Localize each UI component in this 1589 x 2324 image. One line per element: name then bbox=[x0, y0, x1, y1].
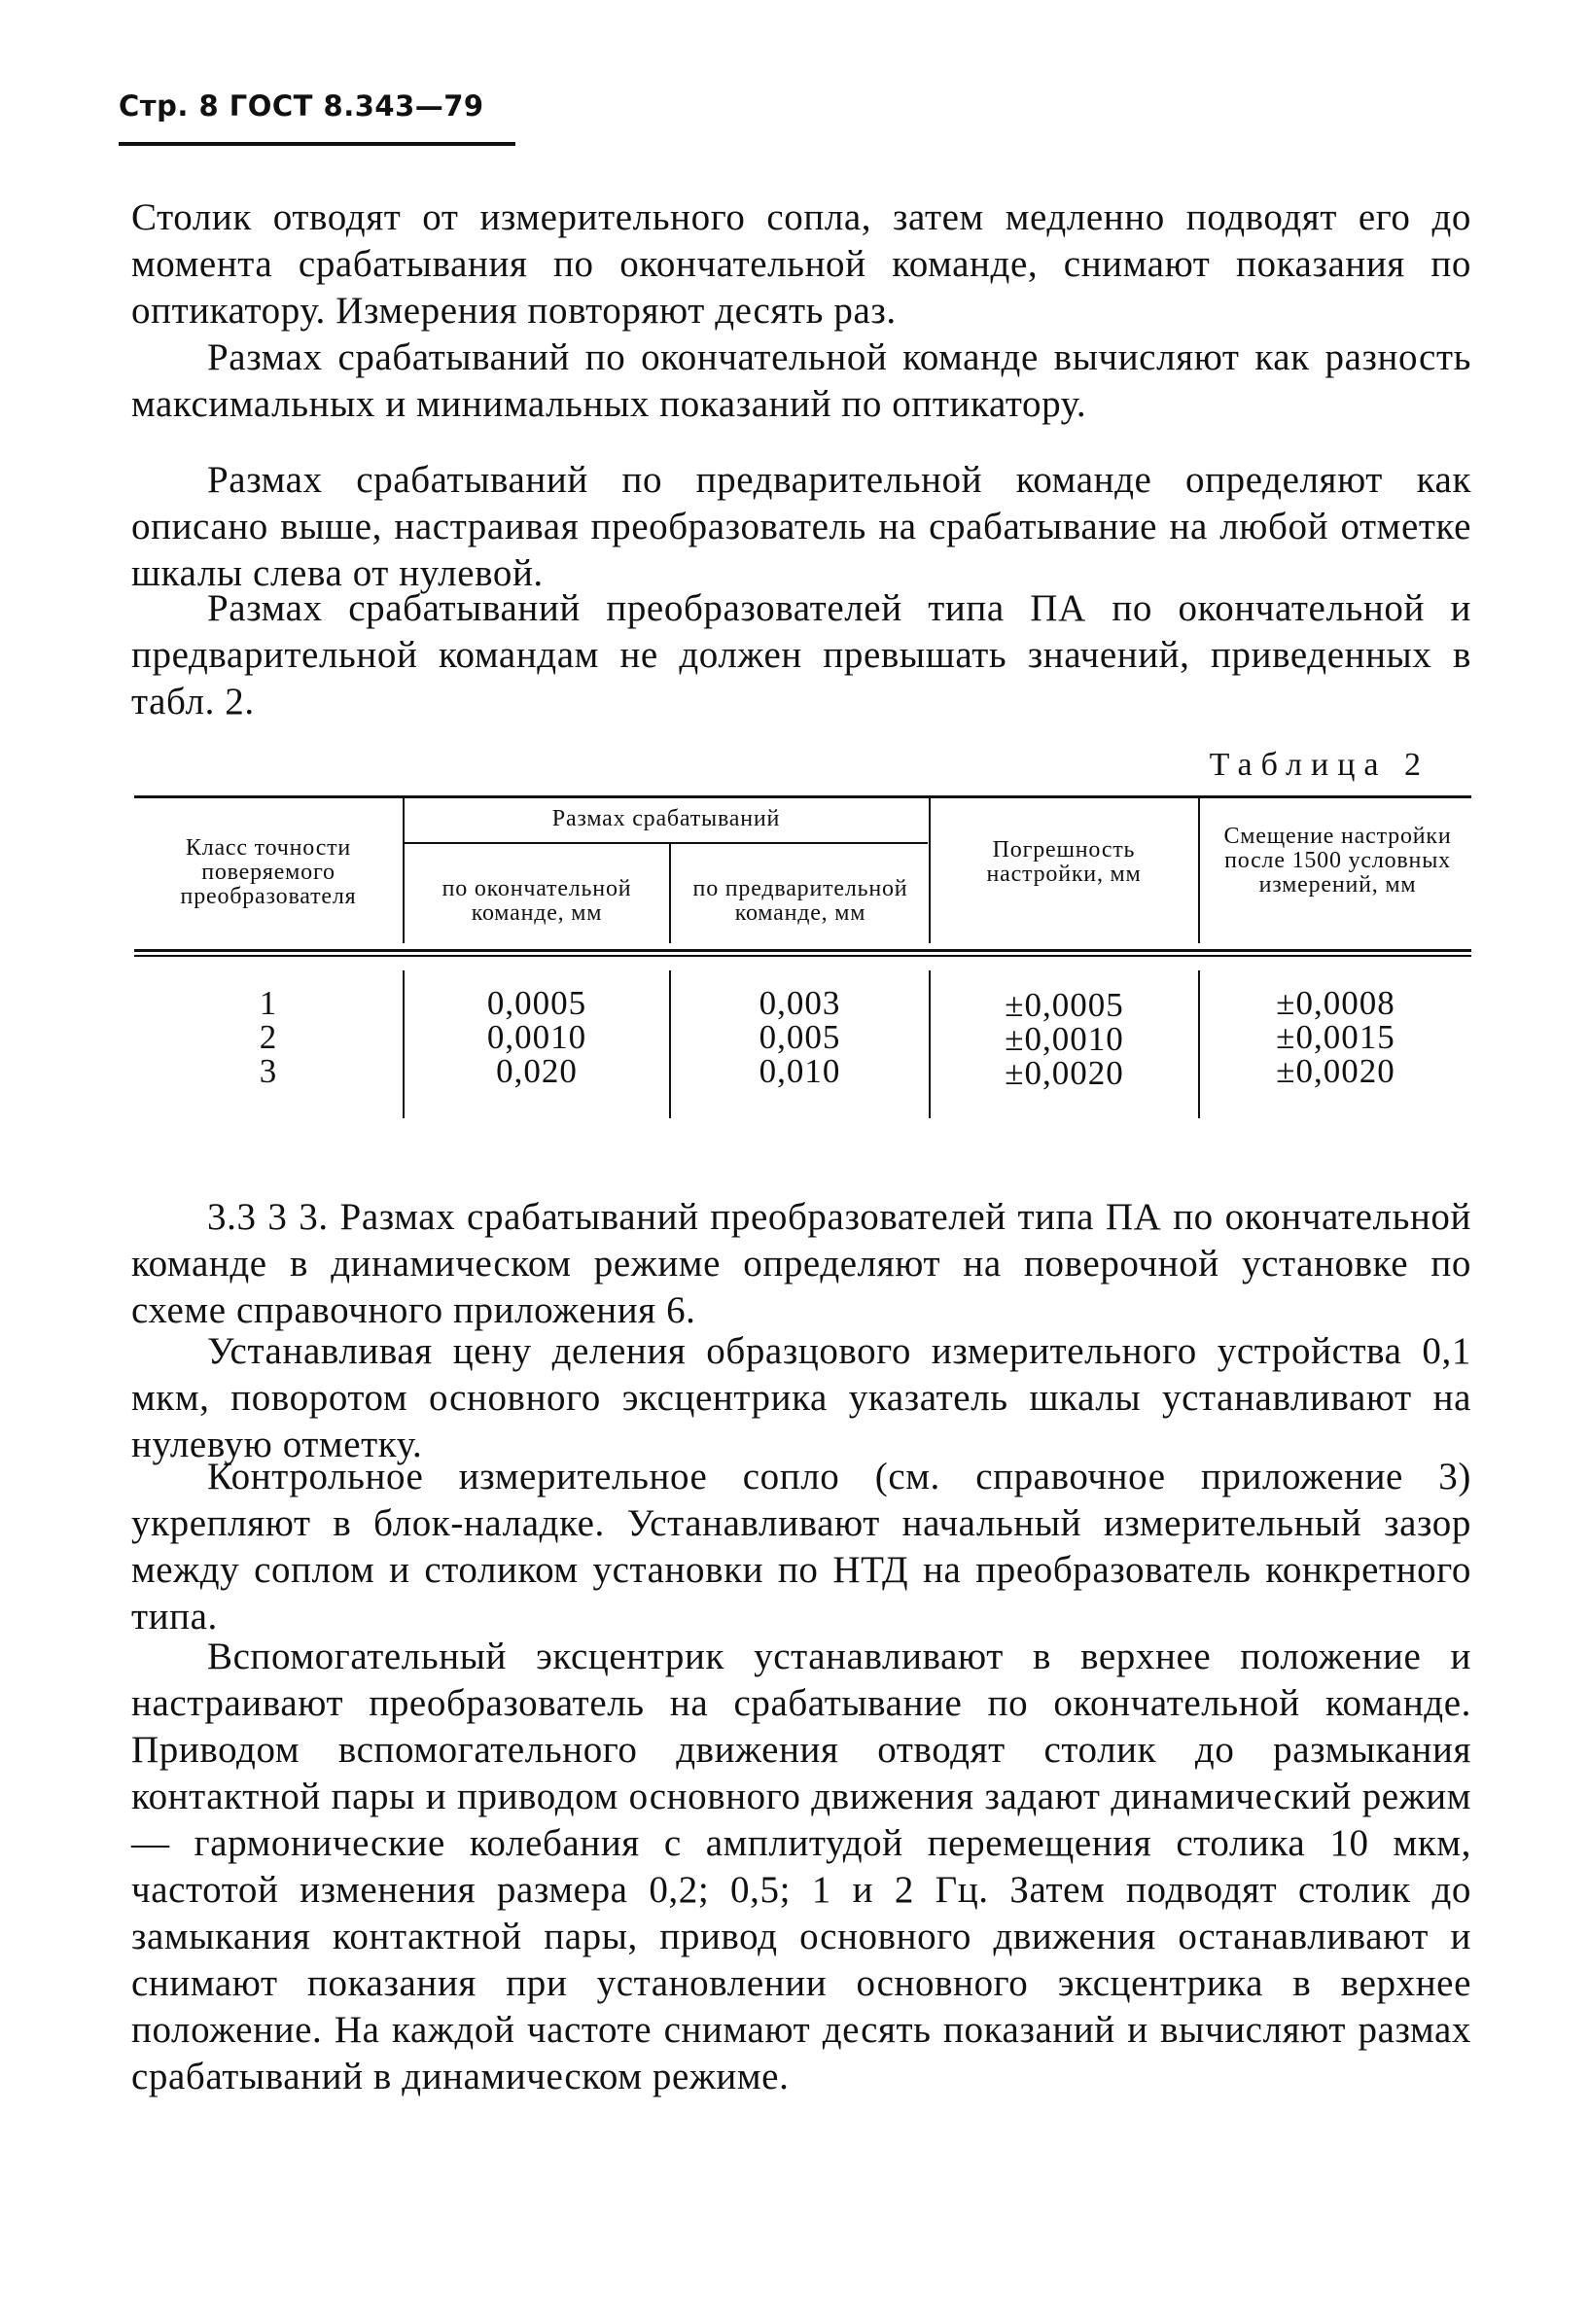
header-class: Класс точности поверяемого преобразователя bbox=[180, 835, 357, 909]
paragraph-7: Контрольное измерительное сопло (см. справочное приложение 3) укрепляют в блок-наладке. Устанавливают начальный измерительный зазор между соплом и столиком установки по НТД на преобразователь конкретного типа. bbox=[131, 1456, 1471, 1637]
paragraph-2: Размах срабатываний по окончательной команде вычисляют как разность максимальных и минимальных показаний по оптикатору. bbox=[131, 336, 1471, 425]
column-final bbox=[405, 986, 669, 1088]
paragraph-6: Устанавливая цену деления образцового измерительного устройства 0,1 мкм, поворотом основного эксцентрика указатель шкалы устанавливают на нулевую отметку. bbox=[131, 1330, 1471, 1465]
table-top-rule bbox=[134, 795, 1471, 798]
cell-error: ±0,0020 bbox=[1005, 1054, 1124, 1092]
cell-final: 0,0010 bbox=[486, 1018, 587, 1056]
table-group-rule bbox=[405, 842, 928, 844]
table-vline-4 bbox=[1198, 797, 1200, 943]
table-2 bbox=[134, 795, 1471, 1126]
column-class bbox=[134, 986, 403, 1088]
cell-preliminary: 0,005 bbox=[759, 1018, 841, 1056]
cell-shift: ±0,0008 bbox=[1276, 984, 1395, 1022]
cell-class: 3 bbox=[259, 1052, 278, 1090]
paragraph-8: Вспомогательный эксцентрик устанавливают в верхнее положение и настраивают преобразователь на срабатывание по окончательной команде. Приводом вспомогательного движения отводят столик до размыкания контактной пары и приводом основного движения задают динамический режим — гармонические колебания с амплитудой перемещения столика 10 мкм, частотой изменения размера 0,2; 0,5; 1 и 2 Гц. Затем подводят столик до замыкания контактной пары, привод основного движения останавливают и снимают показания при установлении основного эксцентрика в верхнее положение. На каждой частоте снимают десять показаний и вычисляют размах срабатываний в динамическом режиме. bbox=[131, 1636, 1471, 2097]
cell-preliminary: 0,003 bbox=[759, 984, 841, 1022]
cell-shift: ±0,0015 bbox=[1276, 1018, 1395, 1056]
table-vline-3 bbox=[929, 797, 931, 943]
cell-preliminary: 0,010 bbox=[759, 1052, 841, 1090]
cell-final: 0,0005 bbox=[486, 984, 587, 1022]
cell-shift: ±0,0020 bbox=[1276, 1052, 1395, 1090]
column-preliminary bbox=[671, 986, 929, 1088]
page-header: Стр. 8 ГОСТ 8.343—79 bbox=[119, 89, 484, 123]
table-header-rule-1 bbox=[134, 949, 1471, 952]
header-rule bbox=[119, 142, 515, 146]
column-shift bbox=[1200, 986, 1471, 1088]
table-header-rule-2 bbox=[134, 955, 1471, 957]
column-error bbox=[931, 988, 1198, 1090]
paragraph-3: Размах срабатываний по предварительной команде определяют как описано выше, настраивая преобразователь на срабатывание на любой отметке шкалы слева от нулевой. bbox=[131, 459, 1471, 594]
table-caption: Таблица 2 bbox=[1209, 747, 1430, 783]
header-error: Погрешность настройки, мм bbox=[986, 837, 1142, 887]
header-shift: Смещение настройки после 1500 условных измерений, мм bbox=[1223, 824, 1452, 898]
paragraph-4: Размах срабатываний преобразователей типа ПА по окончательной и предварительной командам не должен превышать значений, приведенных в табл. 2. bbox=[131, 587, 1471, 722]
table-vline-2 bbox=[669, 844, 671, 943]
cell-error: ±0,0010 bbox=[1005, 1020, 1124, 1058]
cell-error: ±0,0005 bbox=[1005, 986, 1124, 1024]
cell-final: 0,020 bbox=[496, 1052, 578, 1090]
cell-class: 1 bbox=[259, 984, 278, 1022]
header-preliminary-command: по предварительной команде, мм bbox=[692, 876, 908, 926]
header-range-group: Размах срабатываний bbox=[551, 806, 781, 831]
paragraph-5: 3.3 3 3. Размах срабатываний преобразователей типа ПА по окончательной команде в динамическом режиме определяют на поверочной установке по схеме справочного приложения 6. bbox=[131, 1196, 1471, 1331]
header-final-command: по окончательной команде, мм bbox=[441, 876, 632, 926]
paragraph-1: Столик отводят от измерительного сопла, затем медленно подводят его до момента срабатывания по окончательной команде, снимают показания по оптикатору. Измерения повторяют десять раз. bbox=[131, 196, 1471, 332]
cell-class: 2 bbox=[259, 1018, 278, 1056]
